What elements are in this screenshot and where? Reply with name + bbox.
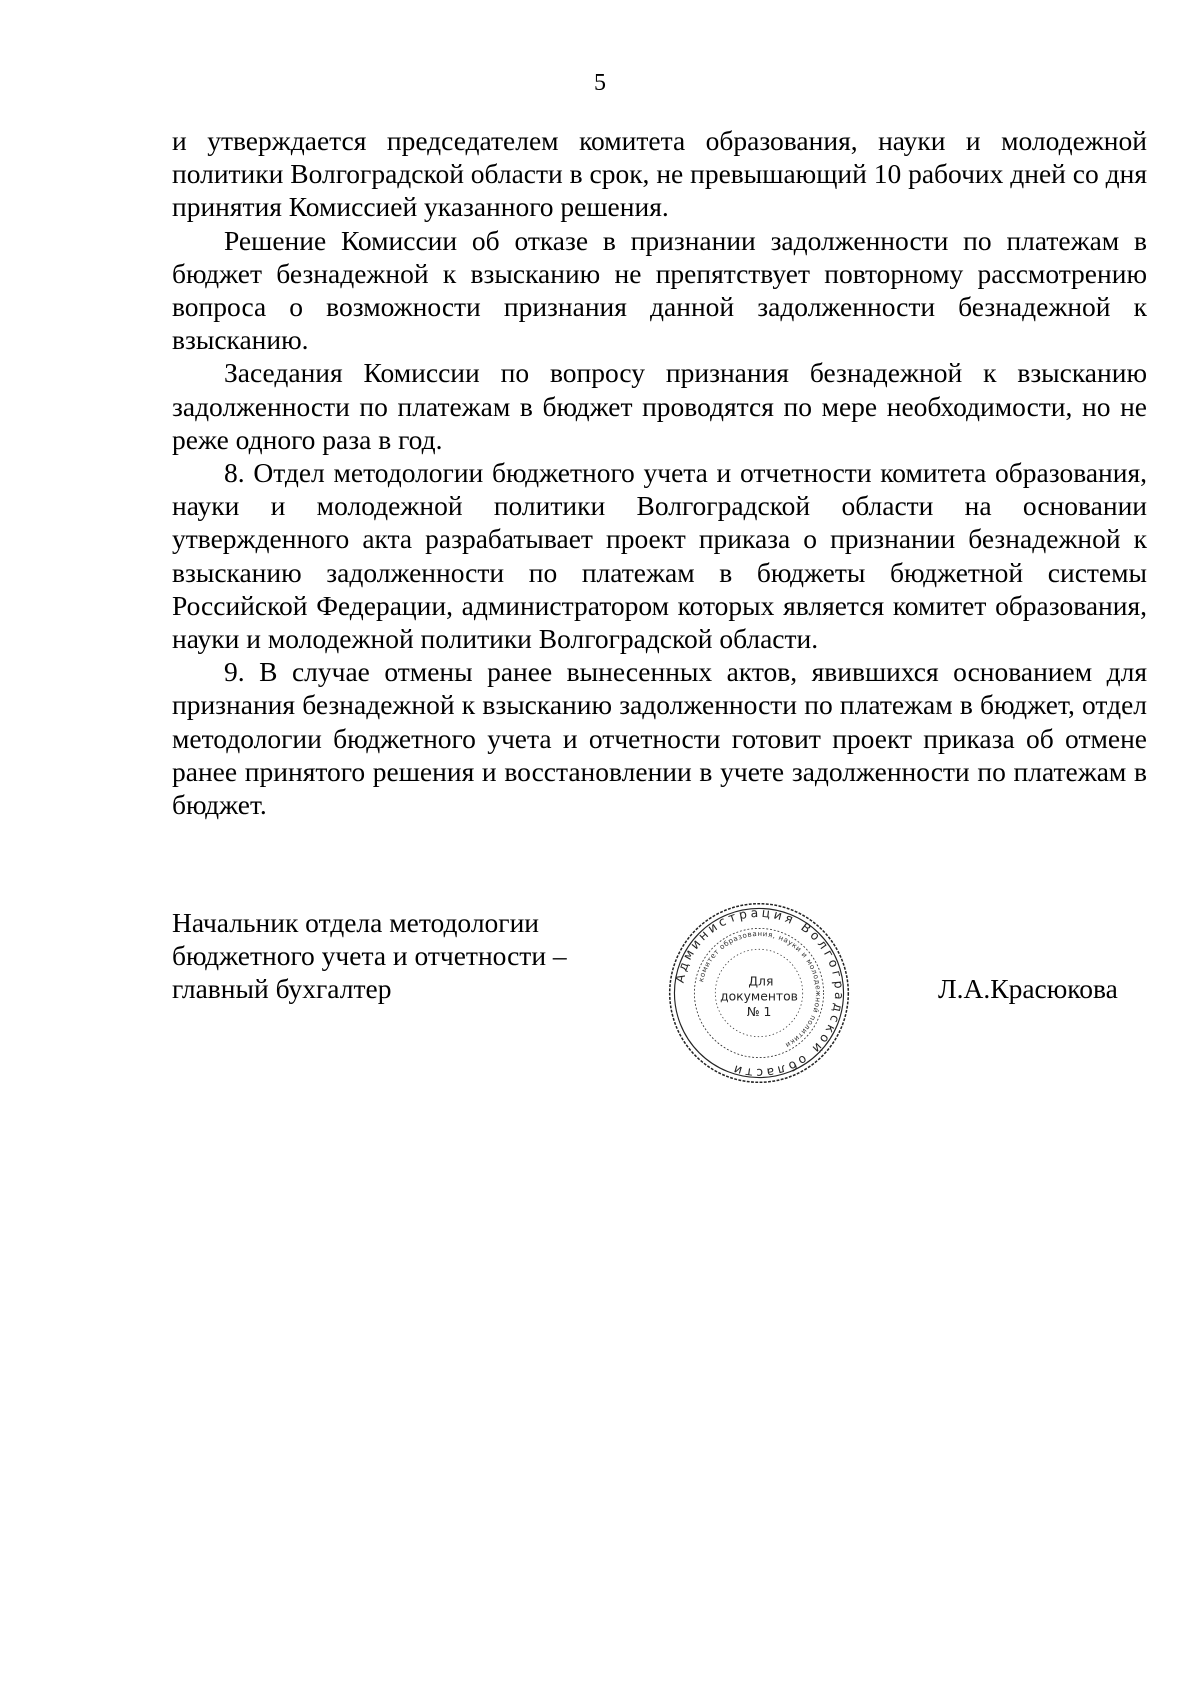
document-body bbox=[172, 124, 1147, 821]
stamp-center-line: документов bbox=[720, 989, 798, 1004]
official-stamp bbox=[664, 898, 854, 1088]
page-number: 5 bbox=[594, 70, 606, 96]
signer-name: Л.А.Красюкова bbox=[938, 973, 1118, 1004]
paragraph-item-9: 9. В случае отмены ранее вынесенных актов, явившихся основанием для признания безнадежной к взысканию задолженности по платежам в бюджет, отдел методологии бюджетного учета и отчетности готовит проект приказа об отмене ранее принятого решения и восстановлении в учете задолженности по платежам в бюджет. bbox=[172, 656, 1147, 821]
paragraph-refusal-decision: Решение Комиссии об отказе в признании задолженности по платежам в бюджет безнадежной к взысканию не препятствует повторному рассмотрению вопроса о возможности признания данной задолженности безнадежной к взысканию. bbox=[172, 224, 1147, 356]
paragraph-continuation: и утверждается председателем комитета образования, науки и молодежной политики Волгоградской области в срок, не превышающий 10 рабочих дней со дня принятия Комиссией указанного решения. bbox=[172, 125, 1147, 223]
signatory-title bbox=[172, 906, 632, 1006]
stamp-center-line: № 1 bbox=[746, 1004, 772, 1019]
stamp-center-line: Для bbox=[748, 974, 774, 989]
stamp-seal-icon bbox=[664, 898, 854, 1088]
paragraph-item-8: 8. Отдел методологии бюджетного учета и отчетности комитета образования, науки и молодежной политики Волгоградской области на основании утвержденного акта разрабатывает проект приказа о признании безнадежной к взысканию задолженности по платежам в бюджеты бюджетной системы Российской Федерации, администратором которых является комитет образования, науки и молодежной политики Волгоградской области. bbox=[172, 457, 1147, 655]
signatory-title-line: бюджетного учета и отчетности – bbox=[172, 940, 567, 972]
stamp-outer-text: Администрация Волгоградской области bbox=[672, 905, 847, 1081]
signatory-title-line: главный бухгалтер bbox=[172, 973, 392, 1005]
stamp-inner-text: комитет образования, науки и молодежной политики bbox=[696, 928, 824, 1051]
paragraph-meetings: Заседания Комиссии по вопросу признания безнадежной к взысканию задолженности по платежам в бюджет проводятся по мере необходимости, но не реже одного раза в год. bbox=[172, 357, 1147, 455]
signatory-title-line: Начальник отдела методологии bbox=[172, 907, 540, 938]
